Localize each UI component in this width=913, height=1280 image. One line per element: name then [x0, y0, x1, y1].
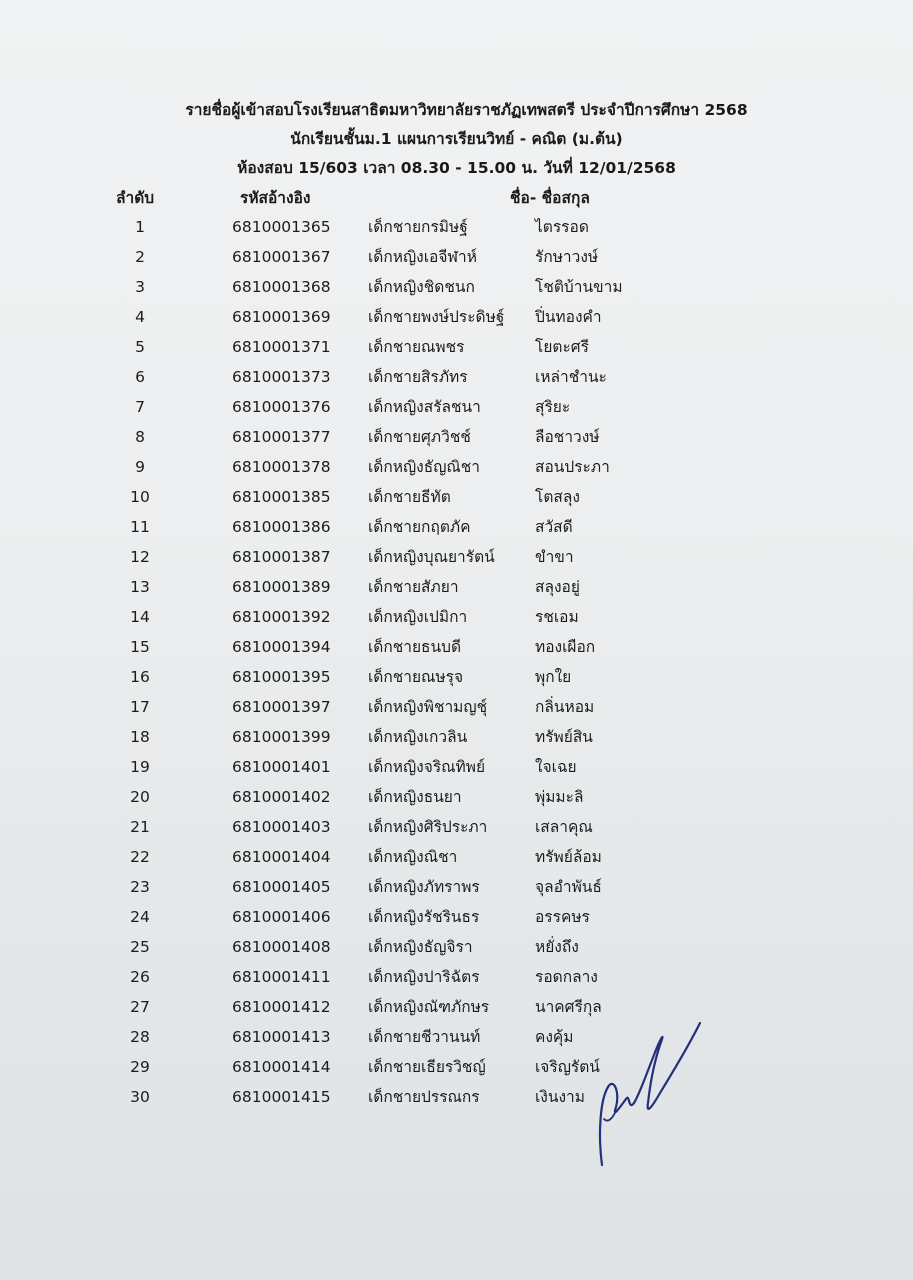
reference-id: 6810001367: [232, 248, 331, 266]
table-row: [0, 422, 913, 452]
first-name: เด็กหญิงธัญณิชา: [368, 458, 481, 476]
first-name: เด็กหญิงธนยา: [368, 788, 462, 806]
row-number: 10: [130, 488, 150, 506]
row-number: 18: [130, 728, 150, 746]
first-name: เด็กชายศุภวิชช์: [368, 428, 471, 446]
row-number: 7: [135, 398, 145, 416]
row-number: 1: [135, 218, 145, 236]
row-number: 4: [135, 308, 145, 326]
last-name: รักษาวงษ์: [535, 248, 599, 266]
reference-id: 6810001401: [232, 758, 331, 776]
table-row: [0, 992, 913, 1022]
last-name: นาคศรีกุล: [535, 998, 602, 1016]
first-name: เด็กชายธีทัต: [368, 488, 451, 506]
reference-id: 6810001387: [232, 548, 331, 566]
last-name: รชเอม: [535, 608, 579, 626]
table-row: [0, 362, 913, 392]
first-name: เด็กชายณพชร: [368, 338, 465, 356]
first-name: เด็กหญิงภัทราพร: [368, 878, 480, 896]
table-row: [0, 872, 913, 902]
table-row: [0, 752, 913, 782]
row-number: 27: [130, 998, 150, 1016]
table-row: [0, 632, 913, 662]
last-name: ทรัพย์ล้อม: [535, 848, 602, 866]
first-name: เด็กหญิงสรัลชนา: [368, 398, 481, 416]
last-name: สุริยะ: [535, 398, 571, 416]
reference-id: 6810001408: [232, 938, 331, 956]
row-number: 29: [130, 1058, 150, 1076]
last-name: ทองเผือก: [535, 638, 596, 656]
row-number: 9: [135, 458, 145, 476]
first-name: เด็กหญิงเอจีฬาห์: [368, 248, 477, 266]
last-name: สลุงอยู่: [535, 578, 580, 596]
candidate-list: [0, 212, 913, 1112]
first-name: เด็กชายกรมิษฐ์: [368, 218, 468, 236]
reference-id: 6810001392: [232, 608, 331, 626]
table-row: [0, 392, 913, 422]
column-header-order: ลำดับ: [116, 189, 155, 207]
row-number: 25: [130, 938, 150, 956]
reference-id: 6810001414: [232, 1058, 331, 1076]
table-row: [0, 962, 913, 992]
row-number: 6: [135, 368, 145, 386]
row-number: 15: [130, 638, 150, 656]
last-name: ลือชาวงษ์: [535, 428, 600, 446]
table-row: [0, 602, 913, 632]
last-name: สวัสดี: [535, 518, 573, 536]
first-name: เด็กหญิงศิริประภา: [368, 818, 488, 836]
reference-id: 6810001405: [232, 878, 331, 896]
first-name: เด็กหญิงชิดชนก: [368, 278, 475, 296]
table-row: [0, 932, 913, 962]
table-row: [0, 452, 913, 482]
reference-id: 6810001404: [232, 848, 331, 866]
last-name: โชติบ้านขาม: [535, 278, 623, 296]
reference-id: 6810001397: [232, 698, 331, 716]
row-number: 28: [130, 1028, 150, 1046]
first-name: เด็กชายธนบดี: [368, 638, 462, 656]
first-name: เด็กหญิงเปมิกา: [368, 608, 468, 626]
last-name: เจริญรัตน์: [535, 1058, 600, 1076]
last-name: โตสลุง: [535, 488, 580, 506]
reference-id: 6810001373: [232, 368, 331, 386]
row-number: 20: [130, 788, 150, 806]
row-number: 19: [130, 758, 150, 776]
reference-id: 6810001369: [232, 308, 331, 326]
row-number: 23: [130, 878, 150, 896]
table-row: [0, 542, 913, 572]
row-number: 21: [130, 818, 150, 836]
last-name: ใจเฉย: [535, 758, 577, 776]
last-name: หยั่งถึง: [535, 938, 579, 956]
reference-id: 6810001385: [232, 488, 331, 506]
last-name: พุกใย: [535, 668, 572, 686]
reference-id: 6810001389: [232, 578, 331, 596]
first-name: เด็กหญิงณิชา: [368, 848, 458, 866]
first-name: เด็กชายณษรุจ: [368, 668, 464, 686]
last-name: เงินงาม: [535, 1088, 585, 1106]
last-name: กลิ่นหอม: [535, 698, 595, 716]
last-name: พุ่มมะลิ: [535, 788, 584, 806]
row-number: 3: [135, 278, 145, 296]
last-name: ทรัพย์สิน: [535, 728, 593, 746]
table-row: [0, 1082, 913, 1112]
handwritten-signature: [590, 1015, 705, 1170]
row-number: 13: [130, 578, 150, 596]
reference-id: 6810001402: [232, 788, 331, 806]
first-name: เด็กชายพงษ์ประดิษฐ์: [368, 308, 505, 326]
reference-id: 6810001368: [232, 278, 331, 296]
reference-id: 6810001377: [232, 428, 331, 446]
last-name: ปิ่นทองคำ: [535, 308, 602, 326]
header-exam-room-time: ห้องสอบ 15/603 เวลา 08.30 - 15.00 น. วันที่ 12/01/2568: [237, 159, 676, 177]
row-number: 12: [130, 548, 150, 566]
first-name: เด็กชายชีวานนท์: [368, 1028, 481, 1046]
table-row: [0, 1052, 913, 1082]
last-name: คงคุ้ม: [535, 1028, 574, 1046]
header-class-plan: นักเรียนชั้นม.1 แผนการเรียนวิทย์ - คณิต (ม.ต้น): [290, 130, 623, 148]
table-row: [0, 482, 913, 512]
row-number: 22: [130, 848, 150, 866]
reference-id: 6810001413: [232, 1028, 331, 1046]
table-row: [0, 212, 913, 242]
first-name: เด็กชายกฤตภัค: [368, 518, 471, 536]
header-title: รายชื่อผู้เข้าสอบโรงเรียนสาธิตมหาวิทยาลัยราชภัฏเทพสตรี ประจำปีการศึกษา 2568: [185, 101, 748, 119]
reference-id: 6810001406: [232, 908, 331, 926]
table-row: [0, 302, 913, 332]
row-number: 16: [130, 668, 150, 686]
table-row: [0, 842, 913, 872]
column-header-name: ชื่อ- ชื่อสกุล: [510, 189, 590, 207]
row-number: 5: [135, 338, 145, 356]
reference-id: 6810001365: [232, 218, 331, 236]
first-name: เด็กหญิงรัชรินธร: [368, 908, 480, 926]
reference-id: 6810001412: [232, 998, 331, 1016]
table-row: [0, 1022, 913, 1052]
last-name: จุลอำพันธ์: [535, 878, 602, 896]
row-number: 8: [135, 428, 145, 446]
reference-id: 6810001411: [232, 968, 331, 986]
row-number: 17: [130, 698, 150, 716]
last-name: เหล่าชำนะ: [535, 368, 607, 386]
first-name: เด็กหญิงเกวลิน: [368, 728, 468, 746]
last-name: ขำขา: [535, 548, 574, 566]
last-name: อรรคษร: [535, 908, 590, 926]
table-row: [0, 782, 913, 812]
column-header-reference: รหัสอ้างอิง: [240, 189, 311, 207]
table-row: [0, 812, 913, 842]
first-name: เด็กหญิงธัญจิรา: [368, 938, 473, 956]
last-name: เสลาคุณ: [535, 818, 593, 836]
row-number: 11: [130, 518, 150, 536]
row-number: 14: [130, 608, 150, 626]
reference-id: 6810001378: [232, 458, 331, 476]
table-row: [0, 902, 913, 932]
reference-id: 6810001403: [232, 818, 331, 836]
table-row: [0, 662, 913, 692]
table-row: [0, 512, 913, 542]
table-row: [0, 692, 913, 722]
reference-id: 6810001376: [232, 398, 331, 416]
reference-id: 6810001394: [232, 638, 331, 656]
first-name: เด็กหญิงพิชามญชุ์: [368, 698, 488, 716]
first-name: เด็กชายเธียรวิชญ์: [368, 1058, 486, 1076]
first-name: เด็กชายสิรภัทร: [368, 368, 468, 386]
reference-id: 6810001415: [232, 1088, 331, 1106]
table-row: [0, 332, 913, 362]
first-name: เด็กชายปรรณกร: [368, 1088, 480, 1106]
last-name: รอดกลาง: [535, 968, 598, 986]
reference-id: 6810001386: [232, 518, 331, 536]
last-name: โยตะศรี: [535, 338, 589, 356]
table-row: [0, 242, 913, 272]
row-number: 26: [130, 968, 150, 986]
first-name: เด็กหญิงบุณยารัตน์: [368, 548, 495, 566]
reference-id: 6810001399: [232, 728, 331, 746]
row-number: 24: [130, 908, 150, 926]
document-header: [0, 96, 913, 183]
first-name: เด็กชายสัภยา: [368, 578, 459, 596]
first-name: เด็กหญิงจริณทิพย์: [368, 758, 486, 776]
table-row: [0, 572, 913, 602]
first-name: เด็กหญิงณัฑภักษร: [368, 998, 490, 1016]
last-name: สอนประภา: [535, 458, 610, 476]
reference-id: 6810001371: [232, 338, 331, 356]
last-name: ไตรรอด: [535, 218, 589, 236]
row-number: 2: [135, 248, 145, 266]
table-row: [0, 722, 913, 752]
first-name: เด็กหญิงปาริฉัตร: [368, 968, 480, 986]
reference-id: 6810001395: [232, 668, 331, 686]
row-number: 30: [130, 1088, 150, 1106]
table-row: [0, 272, 913, 302]
